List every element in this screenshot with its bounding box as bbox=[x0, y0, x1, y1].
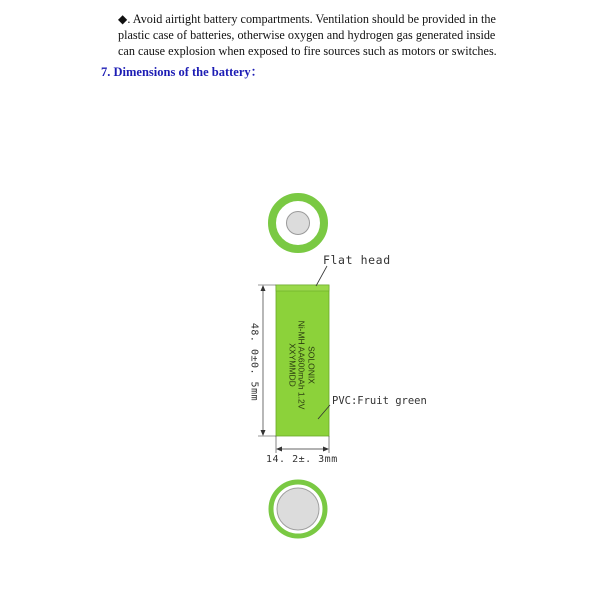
bottom-view-disk bbox=[277, 488, 319, 530]
section-heading: 7. Dimensions of the battery： bbox=[101, 65, 264, 79]
height-dimension-label: 48. 0±0. 5mm bbox=[248, 322, 260, 402]
battery-brand: SOLONIX bbox=[306, 346, 317, 384]
battery-label-print bbox=[287, 321, 316, 410]
battery-date-code: XXYMMDD bbox=[287, 343, 298, 387]
paragraph-line-3: can cause explosion when exposed to fire sources such as motors or switches. bbox=[118, 44, 497, 58]
height-dimension bbox=[258, 285, 276, 436]
width-dimension-label: 14. 2±. 3mm bbox=[266, 454, 338, 465]
flat-head-leader bbox=[316, 266, 327, 286]
paragraph-line-2: plastic case of batteries, otherwise oxygen and hydrogen gas generated inside bbox=[118, 28, 496, 42]
flat-head-cap bbox=[276, 285, 329, 291]
width-dimension bbox=[276, 436, 329, 453]
bottom-view bbox=[271, 482, 325, 536]
flat-head-label: Flat head bbox=[323, 253, 391, 267]
top-view bbox=[272, 197, 324, 249]
top-view-terminal bbox=[287, 212, 310, 235]
pvc-label: PVC:Fruit green bbox=[332, 395, 427, 407]
paragraph-line-1: ◆. Avoid airtight battery compartments. Ventilation should be provided in the bbox=[118, 12, 496, 26]
battery-spec: Ni-MH AA600mAh 1.2V bbox=[296, 320, 307, 410]
